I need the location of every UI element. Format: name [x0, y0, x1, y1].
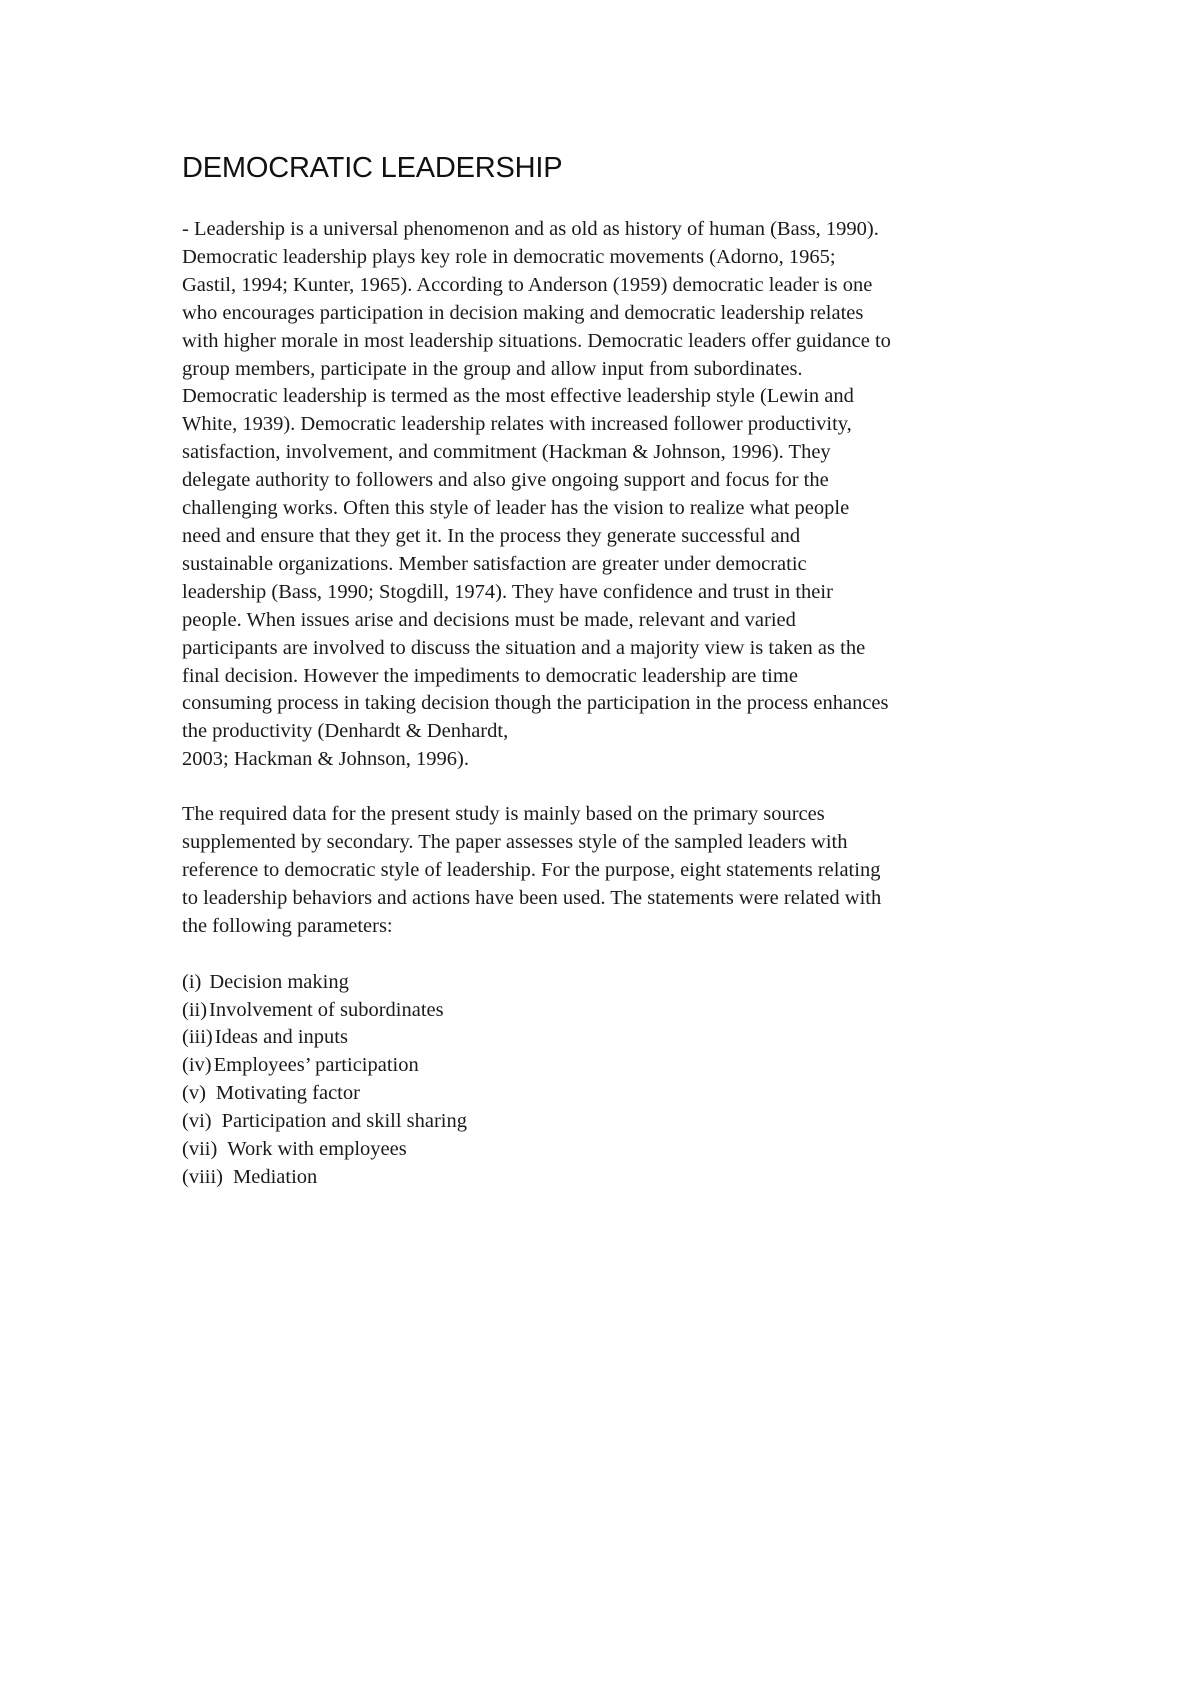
- paragraph-line: who encourages participation in decision making and democratic leadership relates: [182, 301, 864, 324]
- list-item-label: Motivating factor: [215, 1082, 360, 1105]
- paragraph-line: The required data for the present study is mainly based on the primary sources: [182, 803, 825, 826]
- list-item: [182, 969, 1020, 997]
- paragraph-line: sustainable organizations. Member satisfaction are greater under democratic: [182, 552, 807, 575]
- paragraph-line: supplemented by secondary. The paper assesses style of the sampled leaders with: [182, 831, 848, 854]
- paragraph-study-data: [182, 801, 1020, 941]
- list-item-number: (iii): [182, 1026, 213, 1049]
- list-item-label: Involvement of subordinates: [209, 998, 444, 1021]
- list-item-label: Participation and skill sharing: [221, 1110, 467, 1133]
- paragraph-line: leadership (Bass, 1990; Stogdill, 1974). They have confidence and trust in their: [182, 580, 833, 603]
- paragraph-line: Democratic leadership is termed as the most effective leadership style (Lewin and: [182, 385, 854, 408]
- paragraph-line: satisfaction, involvement, and commitment (Hackman & Johnson, 1996). They: [182, 441, 831, 464]
- paragraph-line: consuming process in taking decision though the participation in the process enhances: [182, 692, 889, 715]
- paragraph-line: 2003; Hackman & Johnson, 1996).: [182, 748, 469, 771]
- paragraph-line: people. When issues arise and decisions must be made, relevant and varied: [182, 608, 796, 631]
- paragraph-line: the following parameters:: [182, 914, 393, 937]
- list-item-label: Employees’ participation: [213, 1054, 419, 1077]
- paragraph-line: with higher morale in most leadership situations. Democratic leaders offer guidance to: [182, 329, 891, 352]
- list-item-number: (v): [182, 1082, 206, 1105]
- paragraph-line: Gastil, 1994; Kunter, 1965). According to Anderson (1959) democratic leader is one: [182, 273, 873, 296]
- paragraph-line: final decision. However the impediments to democratic leadership are time: [182, 664, 798, 687]
- document-title: DEMOCRATIC LEADERSHIP: [182, 152, 563, 184]
- list-item: [182, 997, 1020, 1025]
- list-item: [182, 1052, 1020, 1080]
- paragraph-line: need and ensure that they get it. In the process they generate successful and: [182, 524, 801, 547]
- paragraph-line: to leadership behaviors and actions have been used. The statements were related with: [182, 886, 882, 909]
- list-item-number: (ii): [182, 998, 208, 1021]
- list-item: [182, 1024, 1020, 1052]
- paragraph-line: Democratic leadership plays key role in democratic movements (Adorno, 1965;: [182, 245, 836, 268]
- list-item-label: Decision making: [209, 970, 349, 993]
- list-item-number: (viii): [182, 1166, 223, 1188]
- paragraph-line: - Leadership is a universal phenomenon and as old as history of human (Bass, 1990).: [182, 218, 879, 240]
- paragraph-line: White, 1939). Democratic leadership relates with increased follower productivity,: [182, 413, 852, 436]
- document-content: [182, 150, 1020, 1212]
- list-item-label: Work with employees: [227, 1138, 407, 1161]
- list-item-number: (iv): [182, 1054, 212, 1077]
- paragraph-leadership: [182, 216, 1020, 774]
- list-item: [182, 1108, 1020, 1136]
- list-item: [182, 1080, 1020, 1108]
- list-item-label: Mediation: [233, 1166, 318, 1188]
- list-item: [182, 1136, 1020, 1164]
- list-item-number: (vii): [182, 1138, 218, 1161]
- list-item-number: (i): [182, 970, 202, 993]
- list-item-number: (vi): [182, 1110, 212, 1133]
- paragraph-line: delegate authority to followers and also give ongoing support and focus for the: [182, 469, 829, 492]
- list-item-label: Ideas and inputs: [214, 1026, 348, 1049]
- paragraph-line: group members, participate in the group and allow input from subordinates.: [182, 357, 803, 380]
- paragraph-line: reference to democratic style of leadership. For the purpose, eight statements relating: [182, 858, 881, 881]
- paragraph-line: participants are involved to discuss the situation and a majority view is taken as the: [182, 636, 866, 659]
- paragraph-line: the productivity (Denhardt & Denhardt,: [182, 720, 509, 743]
- parameters-list: [182, 969, 1020, 1192]
- list-item: [182, 1164, 1020, 1192]
- paragraph-line: challenging works. Often this style of leader has the vision to realize what people: [182, 497, 850, 520]
